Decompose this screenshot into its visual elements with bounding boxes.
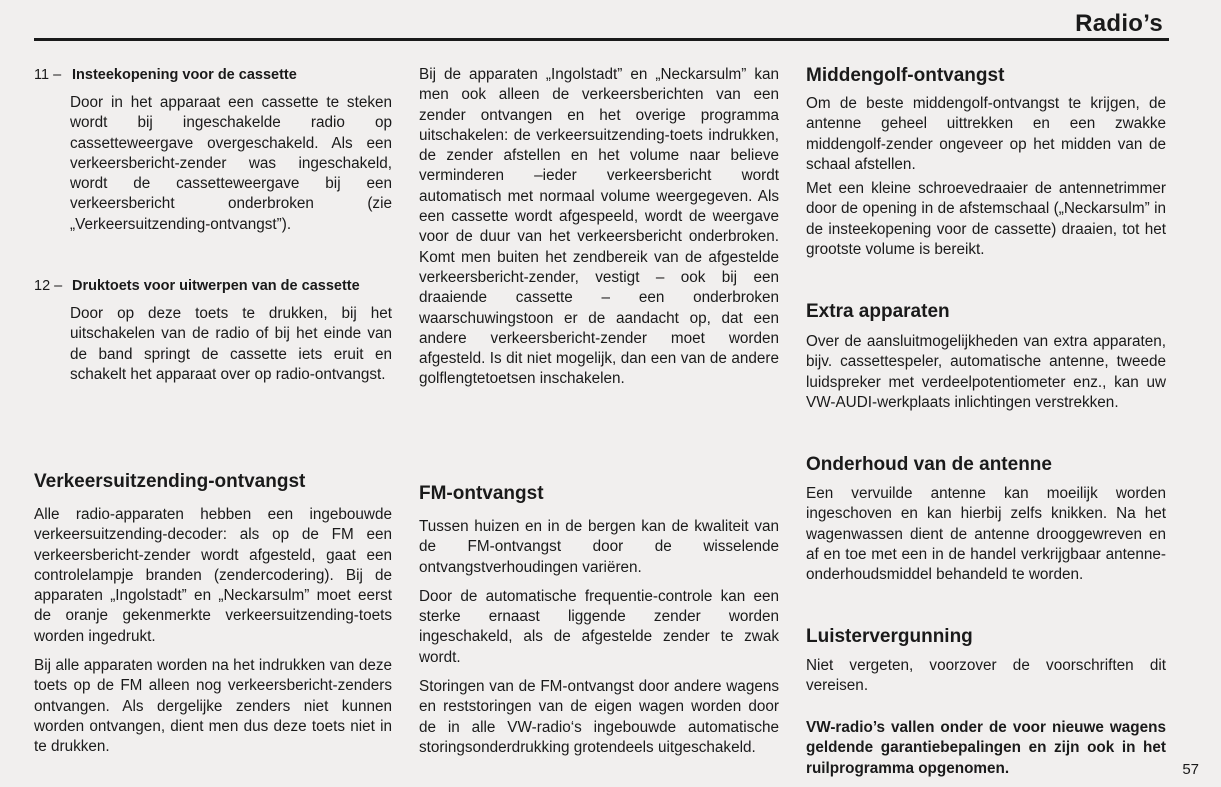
item-11-body: Door in het apparaat een cassette te steken wordt bij ingeschakelde radio op cassetteweergave overgeschakeld. Als een verkeersbericht-zender was ingeschakeld, wordt de cassetteweergave bij een verkeersbericht onderbroken (zie „Verkeersuitzending-ontvangst”). — [70, 94, 392, 233]
section-extra-heading: Extra apparaten — [806, 301, 950, 322]
section-extra-p1: Over de aansluitmogelijkheden van extra apparaten, bijv. cassettespeler, automatische antenne, tweede luidspreker met verdeelpotentiometer enz., kan uw VW-AUDI-werkplaats inlichtingen verstrekken. — [806, 333, 1166, 411]
item-11 — [34, 65, 392, 235]
section-antenna-p1: Een vervuilde antenne kan moeilijk worden ingeschoven en kan hierbij zelfs knikken. Na het wagenwassen dient de antenne drooggewreven en af en toe met een in de handel verkrijgbaar antenne-onderhoudsmiddel behandeld te worden. — [806, 485, 1166, 584]
item-12-body: Door op deze toets te drukken, bij het uitschakelen van de radio of bij het einde van de band springt de cassette iets eruit en schakelt het apparaat over op radio-ontvangst. — [70, 305, 392, 383]
item-12 — [34, 276, 392, 385]
section-fm — [419, 482, 779, 758]
section-mw-heading: Middengolf-ontvangst — [806, 65, 1005, 86]
traffic-continued — [419, 65, 779, 390]
section-antenna — [806, 453, 1166, 585]
section-traffic-p2: Bij alle apparaten worden na het indrukken van deze toets op de FM alleen nog verkeersbericht-zenders ontvangen. Als dergelijke zenders niet kunnen worden ontvangen, dient men dus deze toets niet in te drukken. — [34, 657, 392, 756]
section-traffic — [34, 470, 392, 758]
section-fm-p3: Storingen van de FM-ontvangst door andere wagens en reststoringen van de eigen wagen worden door de in alle VW-radio‘s ingebouwde automatische storingsonderdrukking grotendeels uitgeschakeld. — [419, 678, 779, 756]
header-rule — [34, 38, 1169, 41]
section-fm-p2: Door de automatische frequentie-controle kan een sterke ernaast liggende zender worden ingeschakeld, als de afgestelde zender te zwak wordt. — [419, 587, 779, 666]
item-11-head — [34, 65, 392, 85]
warranty-note — [806, 718, 1166, 779]
section-mw-p2: Met een kleine schroevedraaier de antennetrimmer door de opening in de afstemschaal („Neckarsulm” in de insteekopening voor de cassette) draaien, tot het grootste volume is bereikt. — [806, 180, 1166, 259]
section-license-heading: Luistervergunning — [806, 626, 973, 647]
section-extra — [806, 300, 1166, 413]
traffic-continued-p1: Bij de apparaten „Ingolstadt” en „Neckarsulm” kan men ook alleen de verkeersberichten van een zender ontvangen en het overige programma uitschakelen: de verkeersuitzending-toets indrukken, de zender afstellen en het volume naar believe verminderen –ieder verkeersbericht wordt automatisch met normaal volume weergegeven. Als een cassette wordt afgespeeld, wordt de weergave voor de duur van het verkeersbericht onderbroken. Komt men buiten het zendbereik van de afgestelde verkeersbericht-zender, vestigt – ook bij een draaiende cassette – een onderbroken waarschuwingstoon er de aandacht op, dat een andere verkeersbericht-zender moet worden afgesteld. Is dit niet mogelijk, dan een van de andere golflengtetoetsen inschakelen. — [419, 66, 779, 388]
section-license — [806, 625, 1166, 697]
section-fm-p1: Tussen huizen en in de bergen kan de kwaliteit van de FM-ontvangst door de wisselende ontvangstverhoudingen variëren. — [419, 518, 779, 576]
item-12-head — [34, 276, 392, 296]
item-12-number: 12 – — [34, 278, 63, 294]
section-mw-p1: Om de beste middengolf-ontvangst te krijgen, de antenne geheel uittrekken en een zwakke middengolf-zender ongeveer op het midden van de schaal afstellen. — [806, 95, 1166, 173]
page-header-title: Radio’s — [1075, 10, 1163, 37]
section-license-p1: Niet vergeten, voorzover de voorschriften dit vereisen. — [806, 657, 1166, 695]
item-11-number: 11 – — [34, 67, 62, 83]
page-number: 57 — [1182, 761, 1199, 778]
section-traffic-p1: Alle radio-apparaten hebben een ingebouwde verkeersuitzending-decoder: als op de FM een verkeersbericht-zender wordt afgesteld, gaat een controlelampje branden (zendercodering). Bij de apparaten „Ingolstadt” en „Neckarsulm” moet eerst de oranje gekenmerkte verkeersuitzending-toets worden ingedrukt. — [34, 506, 392, 645]
warranty-note-text: VW-radio’s vallen onder de voor nieuwe wagens geldende garantiebepalingen en zijn ook in het ruilprogramma opgenomen. — [806, 719, 1166, 777]
section-traffic-heading: Verkeersuitzending-ontvangst — [34, 471, 306, 492]
section-mw — [806, 64, 1166, 260]
item-12-title: Druktoets voor uitwerpen van de cassette — [72, 278, 360, 294]
section-fm-heading: FM-ontvangst — [419, 483, 544, 504]
section-antenna-heading: Onderhoud van de antenne — [806, 454, 1052, 475]
item-11-title: Insteekopening voor de cassette — [72, 67, 297, 83]
